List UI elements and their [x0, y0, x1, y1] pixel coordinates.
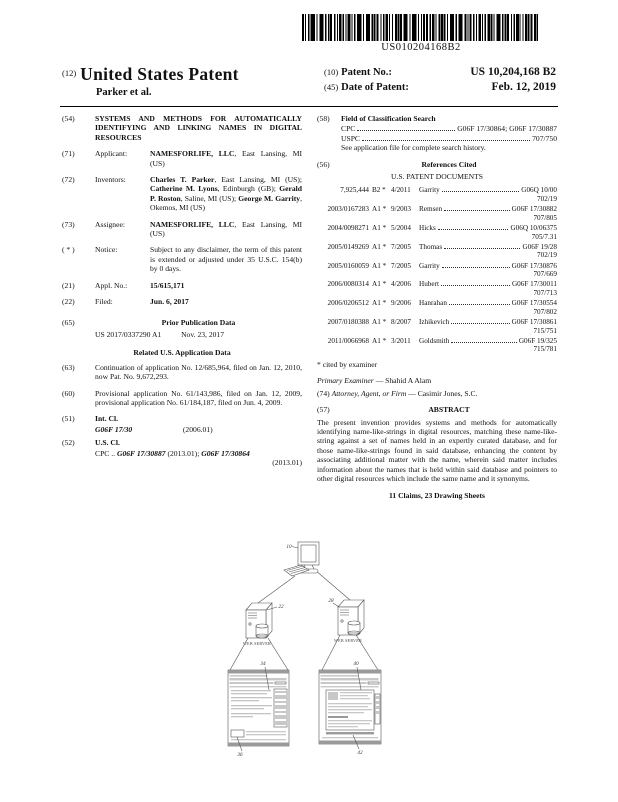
- field-note: See application file for complete search history.: [341, 143, 486, 153]
- reference-date: 9/2003: [391, 205, 411, 214]
- references-heading-row: [317, 160, 557, 169]
- computer-ref-label: 10: [286, 544, 292, 550]
- barcode-number: US010204168B2: [381, 42, 461, 53]
- reference-kind: A1 *: [372, 205, 387, 214]
- browser-right-bottom-ref-label: 42: [357, 750, 363, 756]
- database-cylinder: [256, 624, 268, 638]
- inventors-label: Inventors:: [95, 175, 126, 185]
- client-computer: [284, 542, 319, 576]
- us-cl-section: [62, 438, 302, 447]
- reference-continuation: 715/781: [533, 345, 557, 354]
- reference-number: 2003/0167283: [327, 205, 369, 214]
- patent-date-row: [324, 81, 556, 93]
- provisional-text: Provisional application No. 61/143,986, filed on Jan. 12, 2009, provisional application No. 61/184,187, filed on Jun. 4, 2009.: [95, 388, 302, 407]
- title-code: (54): [62, 114, 75, 123]
- reference-class: G06F 19/28: [522, 242, 557, 251]
- field-uspc-line: [341, 134, 557, 143]
- applicant-value: [150, 149, 302, 168]
- int-cl-section: [62, 414, 302, 423]
- applicant-name: NAMESFORLIFE, LLC: [150, 149, 235, 159]
- us-cl-year1: (2013.01);: [167, 448, 200, 458]
- attorney-code: (74): [317, 388, 330, 398]
- assignee-code: (73): [62, 219, 75, 229]
- notice-text: Subject to any disclaimer, the term of this patent is extended or adjusted under 35 U.S.C. 154(b) by 0 days.: [150, 245, 302, 274]
- dot-leader: [451, 323, 509, 324]
- reference-class: G06F 17/30876: [511, 261, 557, 270]
- us-cl-code: (52): [62, 438, 75, 448]
- abstract-code: (57): [317, 405, 330, 415]
- reference-class: G06F 19/325: [518, 336, 557, 345]
- reference-class: G06F 17/30861: [511, 317, 557, 326]
- header-left: [62, 64, 324, 98]
- reference-line1: [317, 262, 557, 271]
- header: [62, 64, 556, 98]
- reference-row: [317, 243, 557, 260]
- assignee-rest: , East Lansing, MI (US): [150, 219, 303, 239]
- reference-row: [317, 280, 557, 297]
- inventor-name: George M. Garrity: [238, 193, 301, 203]
- barcode: [302, 14, 540, 53]
- right-column: [317, 114, 557, 501]
- applicant-label: Applicant:: [95, 149, 128, 159]
- title-section: [62, 114, 302, 142]
- reference-line1: [317, 280, 557, 289]
- appl-no-value: 15/615,171: [150, 280, 185, 290]
- field-cpc-value: G06F 17/30864; G06F 17/30887: [457, 124, 557, 134]
- assignee-label: Assignee:: [95, 219, 125, 229]
- reference-name: Izhikevich: [419, 317, 450, 326]
- reference-continuation: 715/751: [533, 326, 557, 335]
- provisional-code: (60): [62, 388, 75, 398]
- notice-label: Notice:: [95, 245, 118, 255]
- assignee-name: NAMESFORLIFE, LLC: [150, 219, 235, 229]
- dot-leader: [444, 248, 520, 249]
- reference-date: 8/2007: [391, 317, 411, 326]
- assignee-section: [62, 220, 302, 239]
- inventor-name: Catherine M. Lyons: [150, 184, 218, 194]
- field-search-heading: Field of Classification Search: [341, 114, 436, 123]
- cited-by-examiner-note: * cited by examiner: [317, 359, 378, 369]
- reference-number: 2006/0080314: [327, 280, 369, 289]
- abstract-heading-row: [317, 405, 557, 414]
- reference-name: Goldsmith: [419, 336, 450, 345]
- body-columns: [62, 114, 558, 501]
- field-uspc-label: USPC: [341, 133, 360, 143]
- database-cylinder: [348, 621, 360, 635]
- reference-number: 7,925,444: [340, 186, 369, 195]
- filed-label: Filed:: [95, 297, 113, 307]
- filed-section: [62, 297, 302, 306]
- us-cl-line1: [95, 449, 302, 458]
- inventors-list: [150, 175, 302, 213]
- figure-drawing: [210, 538, 400, 773]
- content-panel: [326, 690, 374, 730]
- reference-class: G06F 17/30554: [511, 299, 557, 308]
- reference-line1: [317, 205, 557, 214]
- web-server-left: [243, 603, 284, 646]
- reference-name: Thomas: [419, 242, 443, 251]
- appl-no-label: Appl. No.:: [95, 280, 128, 290]
- reference-class: G06F 17/30882: [511, 205, 557, 214]
- inventor-short-line: Parker et al.: [96, 87, 152, 98]
- reference-line1: [317, 224, 557, 233]
- reference-continuation: 707/802: [533, 307, 557, 316]
- filed-code: (22): [62, 297, 75, 307]
- primary-examiner-line: [317, 376, 557, 385]
- dot-leader: [362, 140, 530, 141]
- browser-left-top-ref-label: 34: [260, 661, 266, 667]
- prior-pub-value: US 2017/0337290 A1: [95, 329, 162, 339]
- reference-class: G06F 17/30011: [511, 280, 557, 289]
- reference-kind: B2 *: [372, 186, 386, 195]
- reference-kind: A1 *: [372, 280, 387, 289]
- reference-class: G06Q 10/00: [521, 186, 557, 195]
- date-value: Feb. 12, 2019: [491, 81, 556, 93]
- header-right: [324, 64, 556, 98]
- network-diagram: [210, 538, 400, 768]
- attorney-label: Attorney, Agent, or Firm: [331, 388, 407, 398]
- us-cl-line2: (2013.01): [272, 457, 302, 467]
- attorney-value: — Casimir Jones, S.C.: [406, 388, 478, 398]
- reference-line1: [317, 299, 557, 308]
- applicant-section: [62, 149, 302, 168]
- reference-row: [317, 224, 557, 241]
- inventor-item: [150, 175, 302, 184]
- reference-continuation: 707/669: [533, 270, 557, 279]
- server-right-ref-label: 28: [328, 598, 334, 604]
- reference-number: 2011/0066968: [327, 336, 369, 345]
- reference-row: [317, 205, 557, 222]
- reference-number: 2007/0180388: [327, 317, 369, 326]
- continuation-section: [62, 363, 302, 382]
- reference-kind: A1 *: [372, 317, 387, 326]
- inventor-location: , Okemos, MI (US): [150, 193, 302, 213]
- us-cl-class2: G06F 17/30864: [201, 448, 250, 458]
- keyboard: [284, 565, 309, 576]
- server-left-ref-label: 22: [278, 604, 284, 610]
- dot-leader: [357, 130, 455, 131]
- int-cl-year: (2006.01): [182, 424, 213, 434]
- reference-date: 7/2005: [391, 261, 411, 270]
- inventor-location: , East Lansing, MI (US);: [214, 175, 303, 185]
- page-title: United States Patent: [80, 64, 239, 84]
- us-cl-prefix: CPC ..: [95, 448, 116, 458]
- dot-leader: [451, 342, 517, 343]
- patent-no-value: US 10,204,168 B2: [470, 66, 556, 78]
- continuation-text: Continuation of application No. 12/685,964, filed on Jan. 12, 2010, now Pat. No. 9,672,293.: [95, 362, 302, 382]
- dot-leader: [449, 304, 510, 305]
- dot-leader: [438, 229, 509, 230]
- int-cl-line: [95, 425, 302, 434]
- reference-date: 3/2011: [391, 336, 411, 345]
- notice-code: ( * ): [62, 245, 75, 255]
- abstract-heading: ABSTRACT: [428, 405, 470, 415]
- primary-examiner-label: Primary Examiner: [317, 376, 374, 386]
- field-search-code: (58): [317, 114, 330, 123]
- patent-number-row: [324, 66, 556, 78]
- reference-name: Hanrahan: [419, 299, 447, 308]
- reference-row: [317, 337, 557, 354]
- prior-pub-line: [95, 330, 302, 339]
- patent-no-label: Patent No.:: [341, 67, 392, 78]
- references-table: [317, 186, 557, 354]
- attorney-line: [317, 389, 557, 398]
- reference-number: 2005/0160059: [327, 261, 369, 270]
- prior-pub-code: (65): [62, 317, 75, 327]
- int-cl-class: G06F 17/30: [95, 424, 133, 434]
- continuation-code: (63): [62, 362, 75, 372]
- reference-date: 7/2005: [391, 242, 411, 251]
- reference-number: 2004/0098271: [327, 224, 369, 232]
- reference-name: Remsen: [419, 205, 443, 214]
- barcode-bars: [302, 14, 540, 41]
- reference-date: 5/2004: [391, 224, 411, 232]
- provisional-section: [62, 389, 302, 408]
- abstract-text: The present invention provides systems and methods for automatically identifying name-like-strings in digital resources, matching these name-like-string against a set of names held in an expertly curated database, and for those name-like-strings found in said database, enhancing the content by associating additional matter with the name, wherein said matter includes information about the names that is held within said database and pointers to other digital resources which include the same name and it synonyms.: [317, 417, 557, 484]
- reference-kind: A1 *: [372, 224, 387, 232]
- dot-leader: [442, 191, 519, 192]
- inventors-section: [62, 175, 302, 213]
- appl-no-code: (21): [62, 280, 75, 290]
- prior-pub-heading-row: [62, 318, 302, 327]
- server-right-caption: WEB SERVER: [333, 638, 363, 643]
- inventor-item: [150, 184, 279, 193]
- reference-number: 2005/0149269: [327, 242, 369, 251]
- inventor-location: , Saline, MI (US);: [180, 193, 239, 203]
- reference-line1: [317, 337, 557, 346]
- header-divider: [60, 106, 558, 107]
- notice-section: [62, 245, 302, 273]
- field-cpc-label: CPC: [341, 124, 356, 134]
- reference-continuation: 705/7.31: [531, 232, 557, 241]
- reference-continuation: 702/19: [537, 251, 557, 260]
- inventor-name: Charles T. Parker: [150, 175, 215, 185]
- field-uspc-value: 707/750: [532, 133, 557, 143]
- references-code: (56): [317, 159, 330, 169]
- browser-window-left: [228, 670, 289, 746]
- browser-right-top-ref-label: 40: [353, 661, 359, 667]
- web-server-right: [328, 598, 364, 643]
- appl-no-section: [62, 281, 302, 290]
- assignee-value: [150, 220, 302, 239]
- reference-row: [317, 318, 557, 335]
- invention-title: SYSTEMS AND METHODS FOR AUTOMATICALLY IDENTIFYING AND LINKING NAMES IN DIGITAL RESOURCES: [95, 114, 302, 142]
- applicant-rest: , East Lansing, MI (US): [150, 149, 303, 168]
- reference-name: Garrity: [419, 261, 440, 270]
- applicant-code: (71): [62, 149, 75, 159]
- int-cl-code: (51): [62, 414, 75, 424]
- server-left-caption: WEB SERVER: [242, 641, 272, 646]
- reference-name: Garrity: [419, 186, 440, 195]
- reference-date: 4/2011: [391, 186, 411, 195]
- reference-name: Hicks: [419, 224, 436, 232]
- patent-no-code: (10): [324, 67, 339, 77]
- reference-continuation: 702/19: [537, 195, 557, 204]
- related-data-heading: Related U.S. Application Data: [133, 348, 231, 358]
- reference-date: 9/2006: [391, 299, 411, 308]
- reference-line1: [317, 186, 557, 195]
- browser-window-right: [319, 670, 381, 744]
- reference-number: 2006/0206512: [327, 299, 369, 308]
- reference-kind: A1 *: [372, 299, 387, 308]
- reference-name: Hubert: [419, 280, 439, 289]
- kind-code: (12): [62, 68, 77, 78]
- reference-kind: A1 *: [372, 261, 387, 270]
- inventor-name: Gerald P. Roston: [150, 184, 302, 203]
- filed-value: Jun. 6, 2017: [150, 297, 189, 307]
- reference-line1: [317, 243, 557, 252]
- reference-line1: [317, 318, 557, 327]
- prior-pub-heading: Prior Publication Data: [161, 317, 236, 327]
- us-cl-label: U.S. Cl.: [95, 438, 120, 448]
- claims-line: 11 Claims, 23 Drawing Sheets: [389, 491, 485, 501]
- reference-kind: A1 *: [372, 242, 387, 251]
- field-cpc-line: [341, 124, 557, 133]
- us-cl-class1: G06F 17/30887: [116, 448, 166, 458]
- reference-class: G06Q 10/06375: [510, 224, 557, 232]
- reference-continuation: 707/805: [533, 213, 557, 222]
- field-search-section: [317, 114, 557, 123]
- reference-date: 4/2006: [391, 280, 411, 289]
- reference-kind: A1 *: [372, 336, 387, 345]
- primary-examiner-value: — Shahid A Alam: [373, 376, 432, 386]
- reference-row: [317, 299, 557, 316]
- reference-continuation: 707/713: [533, 288, 557, 297]
- int-cl-label: Int. Cl.: [95, 414, 118, 424]
- references-subheading: U.S. PATENT DOCUMENTS: [391, 172, 483, 182]
- dot-leader: [441, 285, 510, 286]
- date-code: (45): [324, 82, 339, 92]
- inventors-code: (72): [62, 175, 75, 185]
- left-column: [62, 114, 302, 501]
- dot-leader: [442, 267, 510, 268]
- date-label: Date of Patent:: [341, 82, 409, 93]
- dot-leader: [444, 210, 510, 211]
- reference-row: [317, 186, 557, 203]
- browser-left-bottom-ref-label: 36: [237, 752, 243, 758]
- prior-pub-date: Nov. 23, 2017: [181, 329, 225, 339]
- inventor-location: , Edinburgh (GB);: [217, 184, 280, 194]
- references-heading: References Cited: [421, 159, 477, 169]
- reference-row: [317, 262, 557, 279]
